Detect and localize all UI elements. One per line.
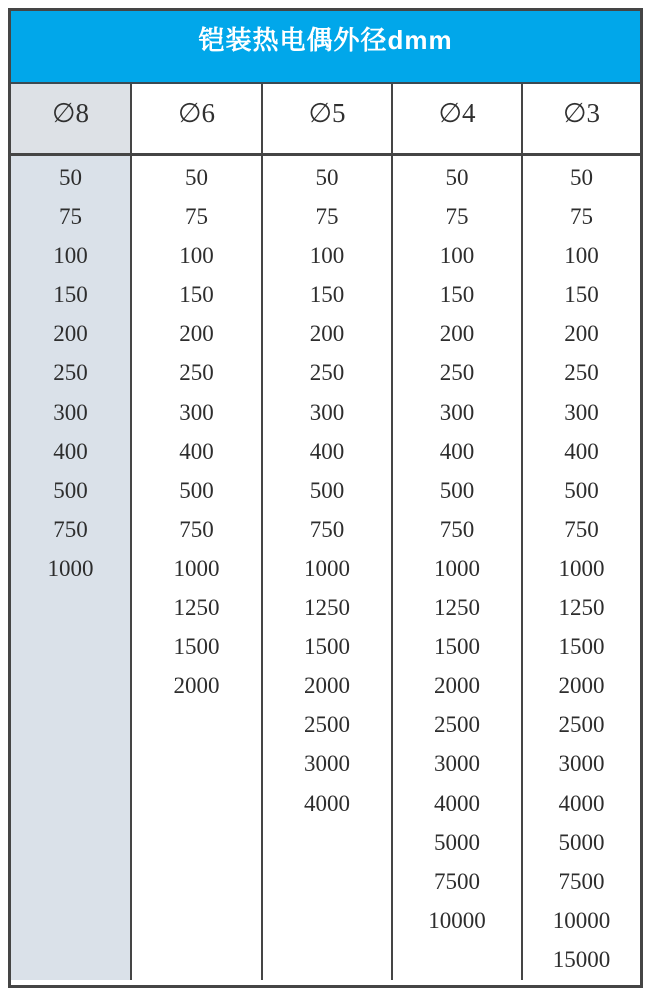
table-cell: 2000 [558, 673, 605, 699]
table-cell: 7500 [434, 868, 480, 894]
table-cell: 100 [309, 243, 345, 269]
table-cell: 100 [564, 243, 599, 269]
table-cell: 1250 [558, 595, 605, 621]
column-values-d8 [11, 156, 130, 980]
table-cell: 200 [53, 321, 88, 347]
column-header-d4: ∅4 [391, 84, 521, 153]
column-header-d8: ∅8 [11, 84, 130, 153]
table-cell: 5000 [434, 829, 480, 855]
column-values-d6 [130, 156, 261, 980]
table-cell: 200 [439, 321, 475, 347]
table-cell: 1500 [558, 634, 605, 660]
table-cell: 4000 [434, 790, 480, 816]
table-cell: 1250 [304, 595, 350, 621]
table-cell: 50 [315, 165, 339, 190]
table-cell: 50 [570, 165, 593, 190]
table-cell: 5000 [558, 829, 605, 855]
table-cell: 3000 [304, 751, 350, 777]
column-header-d5: ∅5 [261, 84, 391, 153]
table-cell: 1000 [434, 555, 480, 581]
table-cell: 1250 [434, 595, 480, 621]
table-cell: 50 [185, 165, 208, 190]
table-cell: 75 [59, 204, 82, 230]
table-header-row [11, 84, 640, 156]
table-cell: 10000 [428, 907, 486, 933]
column-header-d6: ∅6 [130, 84, 261, 153]
table-cell: 500 [439, 477, 475, 503]
table-cell: 400 [179, 438, 214, 464]
table-cell: 3000 [558, 751, 605, 777]
table-cell: 400 [564, 438, 599, 464]
table-cell: 4000 [304, 790, 350, 816]
table-cell: 150 [53, 282, 88, 308]
table-cell: 2000 [304, 673, 350, 699]
table-cell: 50 [445, 165, 469, 190]
table-cell: 250 [53, 360, 88, 386]
table-cell: 1500 [434, 634, 480, 660]
table-cell: 100 [179, 243, 214, 269]
table-cell: 100 [53, 243, 88, 269]
table-cell: 1000 [173, 555, 220, 581]
table-title: 铠装热电偶外径dmm [11, 11, 640, 84]
table-cell: 300 [439, 399, 475, 425]
column-header-d3: ∅3 [521, 84, 640, 153]
spec-table [8, 8, 643, 988]
table-cell: 300 [564, 399, 599, 425]
table-cell: 250 [564, 360, 599, 386]
table-cell: 2500 [304, 712, 350, 738]
table-cell: 500 [564, 477, 599, 503]
table-cell: 300 [179, 399, 214, 425]
table-cell: 750 [564, 516, 599, 542]
table-cell: 250 [179, 360, 214, 386]
table-body [11, 156, 640, 980]
table-cell: 2500 [434, 712, 480, 738]
table-cell: 150 [439, 282, 475, 308]
table-cell: 1500 [173, 634, 220, 660]
table-cell: 1250 [173, 595, 220, 621]
table-cell: 15000 [552, 946, 611, 972]
table-cell: 4000 [558, 790, 605, 816]
table-cell: 50 [59, 165, 82, 190]
table-cell: 75 [570, 204, 593, 230]
table-cell: 250 [309, 360, 345, 386]
table-cell: 7500 [558, 868, 605, 894]
table-cell: 2000 [434, 673, 480, 699]
table-cell: 500 [53, 477, 88, 503]
table-cell: 150 [564, 282, 599, 308]
table-cell: 75 [445, 204, 469, 230]
table-cell: 500 [179, 477, 214, 503]
column-values-d4 [391, 156, 521, 980]
table-cell: 750 [179, 516, 214, 542]
table-cell: 300 [53, 399, 88, 425]
table-cell: 750 [53, 516, 88, 542]
table-cell: 200 [564, 321, 599, 347]
table-cell: 400 [439, 438, 475, 464]
table-cell: 200 [309, 321, 345, 347]
table-cell: 10000 [552, 907, 611, 933]
table-cell: 1500 [304, 634, 350, 660]
table-cell: 300 [309, 399, 345, 425]
column-values-d3 [521, 156, 640, 980]
table-cell: 250 [439, 360, 475, 386]
table-cell: 500 [309, 477, 345, 503]
table-cell: 2500 [558, 712, 605, 738]
table-cell: 750 [439, 516, 475, 542]
table-cell: 2000 [173, 673, 220, 699]
table-cell: 750 [309, 516, 345, 542]
table-cell: 75 [185, 204, 208, 230]
table-cell: 150 [179, 282, 214, 308]
table-cell: 3000 [434, 751, 480, 777]
table-cell: 1000 [47, 555, 94, 581]
table-cell: 1000 [304, 555, 350, 581]
table-cell: 1000 [558, 555, 605, 581]
table-cell: 100 [439, 243, 475, 269]
table-cell: 200 [179, 321, 214, 347]
table-cell: 400 [309, 438, 345, 464]
table-cell: 75 [315, 204, 339, 230]
table-cell: 150 [309, 282, 345, 308]
table-cell: 400 [53, 438, 88, 464]
column-values-d5 [261, 156, 391, 980]
